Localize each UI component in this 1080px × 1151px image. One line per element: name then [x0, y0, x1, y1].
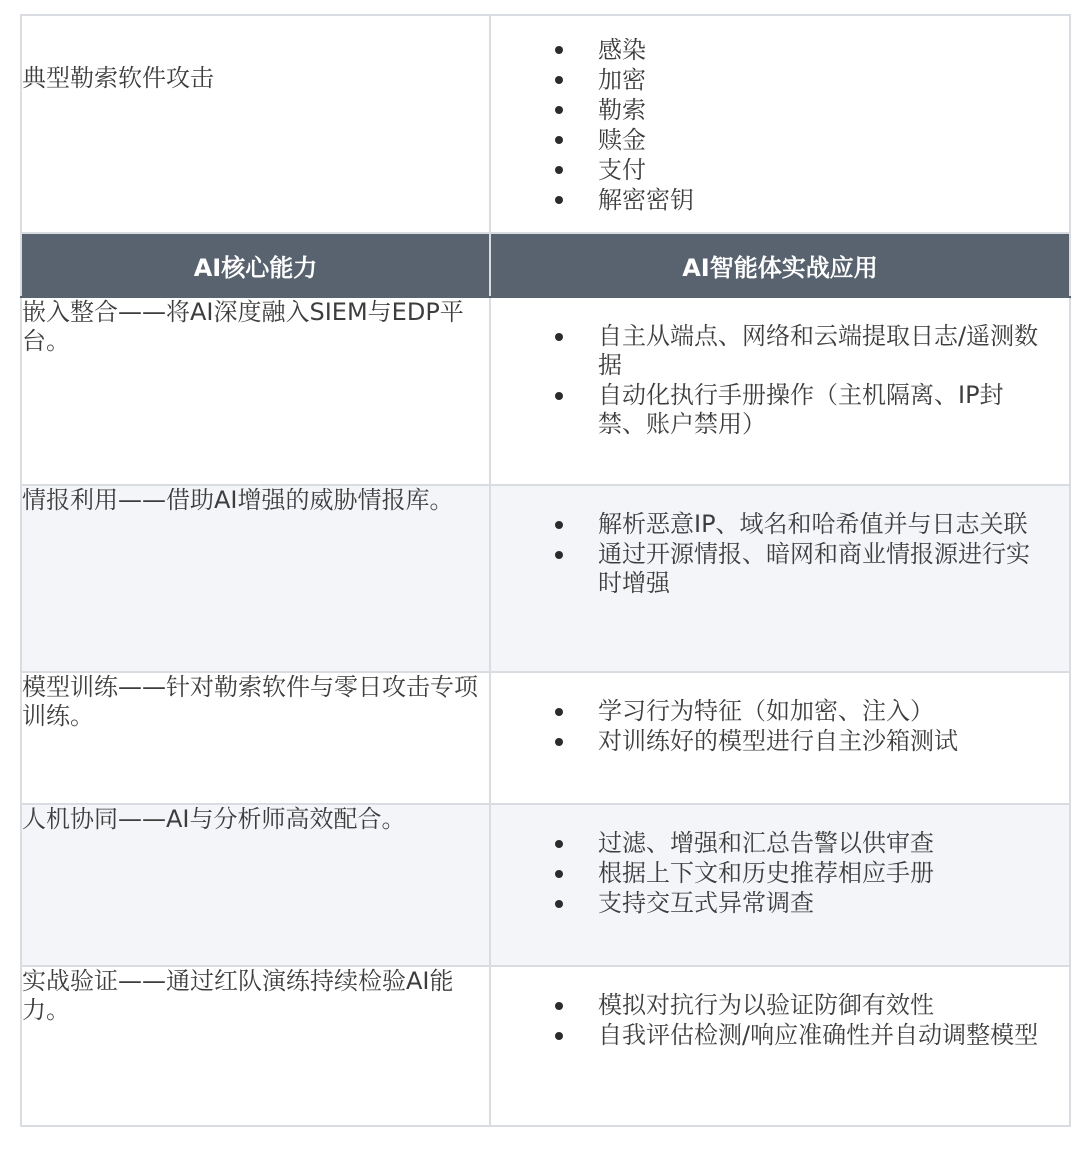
table-header-row [21, 233, 1070, 297]
bullet-icon [555, 196, 563, 204]
header-left: AI核心能力 [21, 233, 490, 297]
row-label: 典型勒索软件攻击 [21, 15, 490, 233]
bullet-list [491, 16, 1069, 215]
table-row [21, 966, 1070, 1126]
list-item: 赎金 [491, 125, 1049, 155]
capability-table [20, 14, 1071, 1127]
row-label: 嵌入整合——将AI深度融入SIEM与EDP平台。 [21, 297, 490, 485]
bullet-list [491, 805, 1069, 918]
list-item: 模拟对抗行为以验证防御有效性 [491, 991, 1049, 1020]
list-item: 根据上下文和历史推荐相应手册 [491, 859, 1049, 888]
row-label: 情报利用——借助AI增强的威胁情报库。 [21, 485, 490, 672]
table-row [21, 672, 1070, 804]
bullet-icon [555, 551, 563, 559]
bullet-icon [555, 76, 563, 84]
list-item: 解密密钥 [491, 185, 1049, 215]
list-item: 支付 [491, 155, 1049, 185]
bullet-icon [555, 136, 563, 144]
list-item: 勒索 [491, 95, 1049, 125]
table-row [21, 485, 1070, 672]
row-label: 人机协同——AI与分析师高效配合。 [21, 804, 490, 966]
bullet-icon [555, 840, 563, 848]
bullet-icon [555, 900, 563, 908]
list-item: 加密 [491, 65, 1049, 95]
list-item: 通过开源情报、暗网和商业情报源进行实时增强 [491, 540, 1049, 598]
bullet-icon [555, 870, 563, 878]
list-item: 自主从端点、网络和云端提取日志/遥测数据 [491, 322, 1049, 380]
list-item: 解析恶意IP、域名和哈希值并与日志关联 [491, 510, 1049, 539]
row-label: 模型训练——针对勒索软件与零日攻击专项训练。 [21, 672, 490, 804]
bullet-list [491, 486, 1069, 598]
bullet-icon [555, 738, 563, 746]
bullet-list [491, 298, 1069, 439]
row-label: 实战验证——通过红队演练持续检验AI能力。 [21, 966, 490, 1126]
bullet-icon [555, 333, 563, 341]
list-item: 支持交互式异常调查 [491, 889, 1049, 918]
bullet-icon [555, 392, 563, 400]
bullet-icon [555, 166, 563, 174]
list-item: 自动化执行手册操作（主机隔离、IP封禁、账户禁用） [491, 381, 1049, 439]
bullet-icon [555, 1032, 563, 1040]
table-row [21, 15, 1070, 233]
bullet-icon [555, 708, 563, 716]
list-item: 自我评估检测/响应准确性并自动调整模型 [491, 1021, 1049, 1050]
bullet-list [491, 673, 1069, 756]
list-item: 感染 [491, 35, 1049, 65]
bullet-list [491, 967, 1069, 1050]
table-row [21, 297, 1070, 485]
header-right: AI智能体实战应用 [490, 233, 1070, 297]
bullet-icon [555, 46, 563, 54]
bullet-icon [555, 1002, 563, 1010]
list-item: 学习行为特征（如加密、注入） [491, 697, 1049, 726]
bullet-icon [555, 521, 563, 529]
list-item: 对训练好的模型进行自主沙箱测试 [491, 727, 1049, 756]
list-item: 过滤、增强和汇总告警以供审查 [491, 829, 1049, 858]
table-row [21, 804, 1070, 966]
bullet-icon [555, 106, 563, 114]
